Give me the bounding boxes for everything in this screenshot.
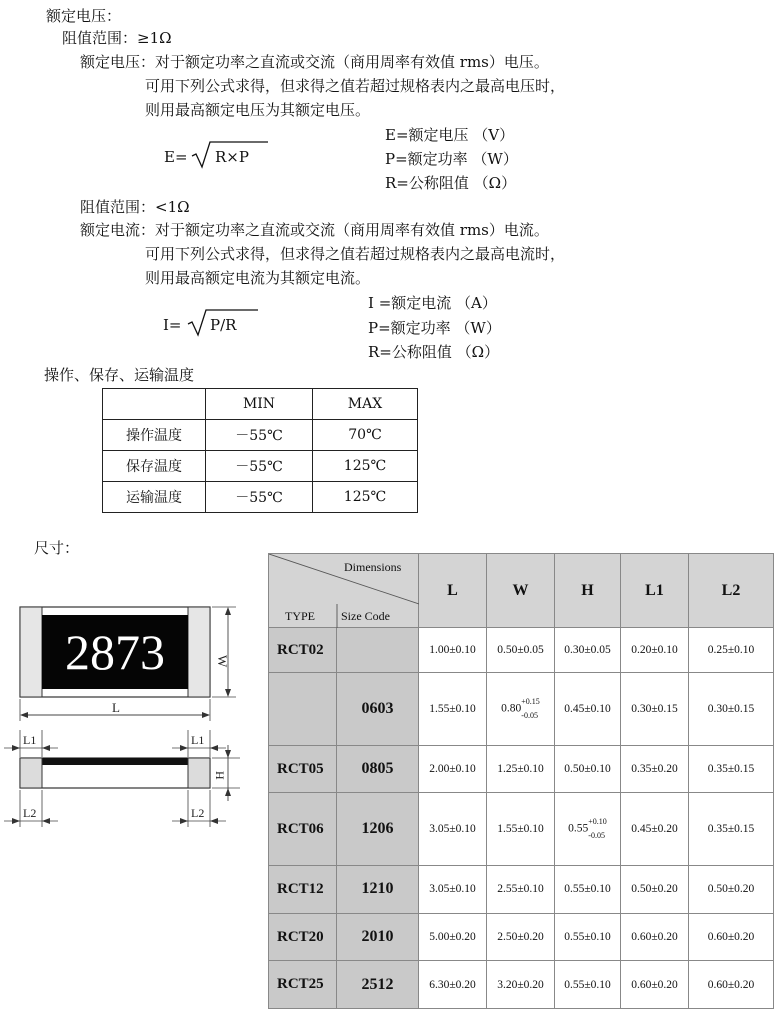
table-cell: 0.50±0.05 [487, 628, 555, 673]
terminal-left [20, 607, 42, 697]
dimensions-heading: 尺寸： [34, 539, 80, 557]
label-w: W [215, 655, 230, 668]
table-cell: 1.55±0.10 [487, 793, 555, 866]
table-header-row [269, 554, 774, 628]
rated-voltage-heading: 额定电压： [46, 7, 122, 25]
size-code-cell: 2512 [337, 961, 419, 1009]
table-row [269, 961, 774, 1009]
tolerance-plus: +0.10 [588, 817, 607, 827]
table-cell: 0.30±0.15 [689, 673, 774, 746]
table-cell: 125℃ [313, 482, 418, 513]
table-cell: －55℃ [206, 482, 313, 513]
current-formula-radicand: P/R [210, 316, 237, 334]
current-definition: 额定电流：对于额定功率之直流或交流（商用周率有效值 rms）电流。 [80, 221, 549, 239]
i-legend-power: P=额定功率 （W） [368, 319, 501, 337]
table-cell: －55℃ [206, 451, 313, 482]
table-cell: 0.35±0.20 [621, 745, 689, 793]
table-cell: －55℃ [206, 420, 313, 451]
corner-size-code-label: Size Code [341, 609, 390, 623]
table-cell: 0.30±0.05 [555, 628, 621, 673]
table-cell: 运输温度 [103, 482, 206, 513]
table-cell: 0.30±0.15 [621, 673, 689, 746]
table-cell: 0.35±0.15 [689, 745, 774, 793]
resistance-range-lt1: 阻值范围：<1Ω [80, 198, 190, 216]
table-cell: 0.55±0.10 [555, 866, 621, 914]
table-cell: 0.50±0.20 [689, 866, 774, 914]
header-h: H [555, 554, 621, 628]
dimension-table [268, 553, 774, 1009]
table-cell: 5.00±0.20 [419, 913, 487, 961]
current-formula-prefix: I= [163, 316, 182, 334]
size-code-cell [337, 628, 419, 673]
temperature-table [102, 388, 418, 513]
label-l: L [112, 700, 120, 715]
table-row [269, 913, 774, 961]
table-cell: 0.20±0.10 [621, 628, 689, 673]
resistance-range-ge1: 阻值范围：≥1Ω [62, 29, 172, 47]
voltage-note-line3: 则用最高额定电压为其额定电压。 [145, 101, 371, 119]
table-cell: 0.50±0.10 [555, 745, 621, 793]
header-l1: L1 [621, 554, 689, 628]
resistive-layer [42, 758, 188, 765]
table-cell: 保存温度 [103, 451, 206, 482]
corner-type-label: TYPE [285, 609, 315, 623]
table-cell-tolerance [487, 673, 555, 746]
table-cell: 0.60±0.20 [621, 961, 689, 1009]
voltage-note-line2: 可用下列公式求得，但求得之值若超过规格表内之最高电压时， [145, 77, 566, 95]
table-cell: 0.50±0.20 [621, 866, 689, 914]
e-legend-voltage: E=额定电压 （V） [385, 126, 515, 144]
table-cell: 0.55±0.10 [555, 961, 621, 1009]
size-code-cell: 1210 [337, 866, 419, 914]
e-legend-resistance: R=公称阻值 （Ω） [385, 174, 517, 192]
marking-code: 2873 [65, 624, 165, 680]
dimension-table-container [268, 553, 773, 1009]
table-row [103, 389, 418, 420]
size-code-cell: 0603 [337, 673, 419, 746]
table-row [103, 482, 418, 513]
table-cell: 0.45±0.10 [555, 673, 621, 746]
tolerance-base: 0.55 [568, 822, 589, 835]
tolerance-plus: +0.15 [521, 696, 540, 706]
table-cell: 0.55±0.10 [555, 913, 621, 961]
table-cell: 3.20±0.20 [487, 961, 555, 1009]
tolerance-minus: -0.05 [588, 831, 605, 841]
table-cell: 操作温度 [103, 420, 206, 451]
label-h: H [213, 771, 227, 780]
table-cell: 3.05±0.10 [419, 866, 487, 914]
type-cell: RCT05 [269, 745, 337, 793]
table-row [103, 451, 418, 482]
voltage-formula-radicand: R×P [215, 148, 249, 166]
table-cell: 1.00±0.10 [419, 628, 487, 673]
voltage-formula-prefix: E= [164, 148, 188, 166]
size-code-cell: 2010 [337, 913, 419, 961]
table-row [103, 420, 418, 451]
type-cell: RCT02 [269, 628, 337, 673]
table-cell: 2.00±0.10 [419, 745, 487, 793]
table-cell: 0.60±0.20 [689, 961, 774, 1009]
table-cell: 0.35±0.15 [689, 793, 774, 866]
resistor-dimension-diagram [0, 595, 262, 845]
type-cell: RCT25 [269, 961, 337, 1009]
table-cell: 3.05±0.10 [419, 793, 487, 866]
label-l2-left: L2 [23, 806, 37, 820]
table-cell: 0.60±0.20 [689, 913, 774, 961]
table-header-cell: MAX [313, 389, 418, 420]
table-row [269, 673, 774, 746]
table-cell: 125℃ [313, 451, 418, 482]
header-w: W [487, 554, 555, 628]
table-header-cell [103, 389, 206, 420]
table-row [269, 866, 774, 914]
type-cell [269, 673, 337, 746]
voltage-definition: 额定电压：对于额定功率之直流或交流（商用周率有效值 rms）电压。 [80, 53, 549, 71]
corner-dimensions-label: Dimensions [344, 560, 402, 574]
i-legend-resistance: R=公称阻值 （Ω） [368, 343, 500, 361]
type-cell: RCT06 [269, 793, 337, 866]
table-cell: 1.25±0.10 [487, 745, 555, 793]
label-l1-right: L1 [191, 733, 205, 747]
table-cell: 2.55±0.10 [487, 866, 555, 914]
label-l1-left: L1 [23, 733, 37, 747]
tolerance-minus: -0.05 [521, 710, 538, 720]
header-l2: L2 [689, 554, 774, 628]
e-legend-power: P=额定功率 （W） [385, 150, 518, 168]
table-cell: 0.45±0.20 [621, 793, 689, 866]
size-code-cell: 0805 [337, 745, 419, 793]
table-cell: 2.50±0.20 [487, 913, 555, 961]
table-cell: 70℃ [313, 420, 418, 451]
table-row [269, 628, 774, 673]
table-cell: 0.25±0.10 [689, 628, 774, 673]
label-l2-right: L2 [191, 806, 205, 820]
table-cell: 1.55±0.10 [419, 673, 487, 746]
table-cell-tolerance [555, 793, 621, 866]
current-note-line2: 可用下列公式求得，但求得之值若超过规格表内之最高电流时， [145, 245, 566, 263]
table-header-cell: MIN [206, 389, 313, 420]
tolerance-base: 0.80 [501, 702, 522, 715]
temperature-heading: 操作、保存、运输温度 [44, 366, 195, 384]
current-note-line3: 则用最高额定电流为其额定电流。 [145, 269, 371, 287]
type-cell: RCT20 [269, 913, 337, 961]
terminal-right [188, 607, 210, 697]
header-l: L [419, 554, 487, 628]
table-row [269, 793, 774, 866]
type-cell: RCT12 [269, 866, 337, 914]
i-legend-current: I =额定电流 （A） [368, 294, 497, 312]
size-code-cell: 1206 [337, 793, 419, 866]
table-cell: 6.30±0.20 [419, 961, 487, 1009]
table-row [269, 745, 774, 793]
table-cell: 0.60±0.20 [621, 913, 689, 961]
table-corner-cell [269, 554, 419, 628]
